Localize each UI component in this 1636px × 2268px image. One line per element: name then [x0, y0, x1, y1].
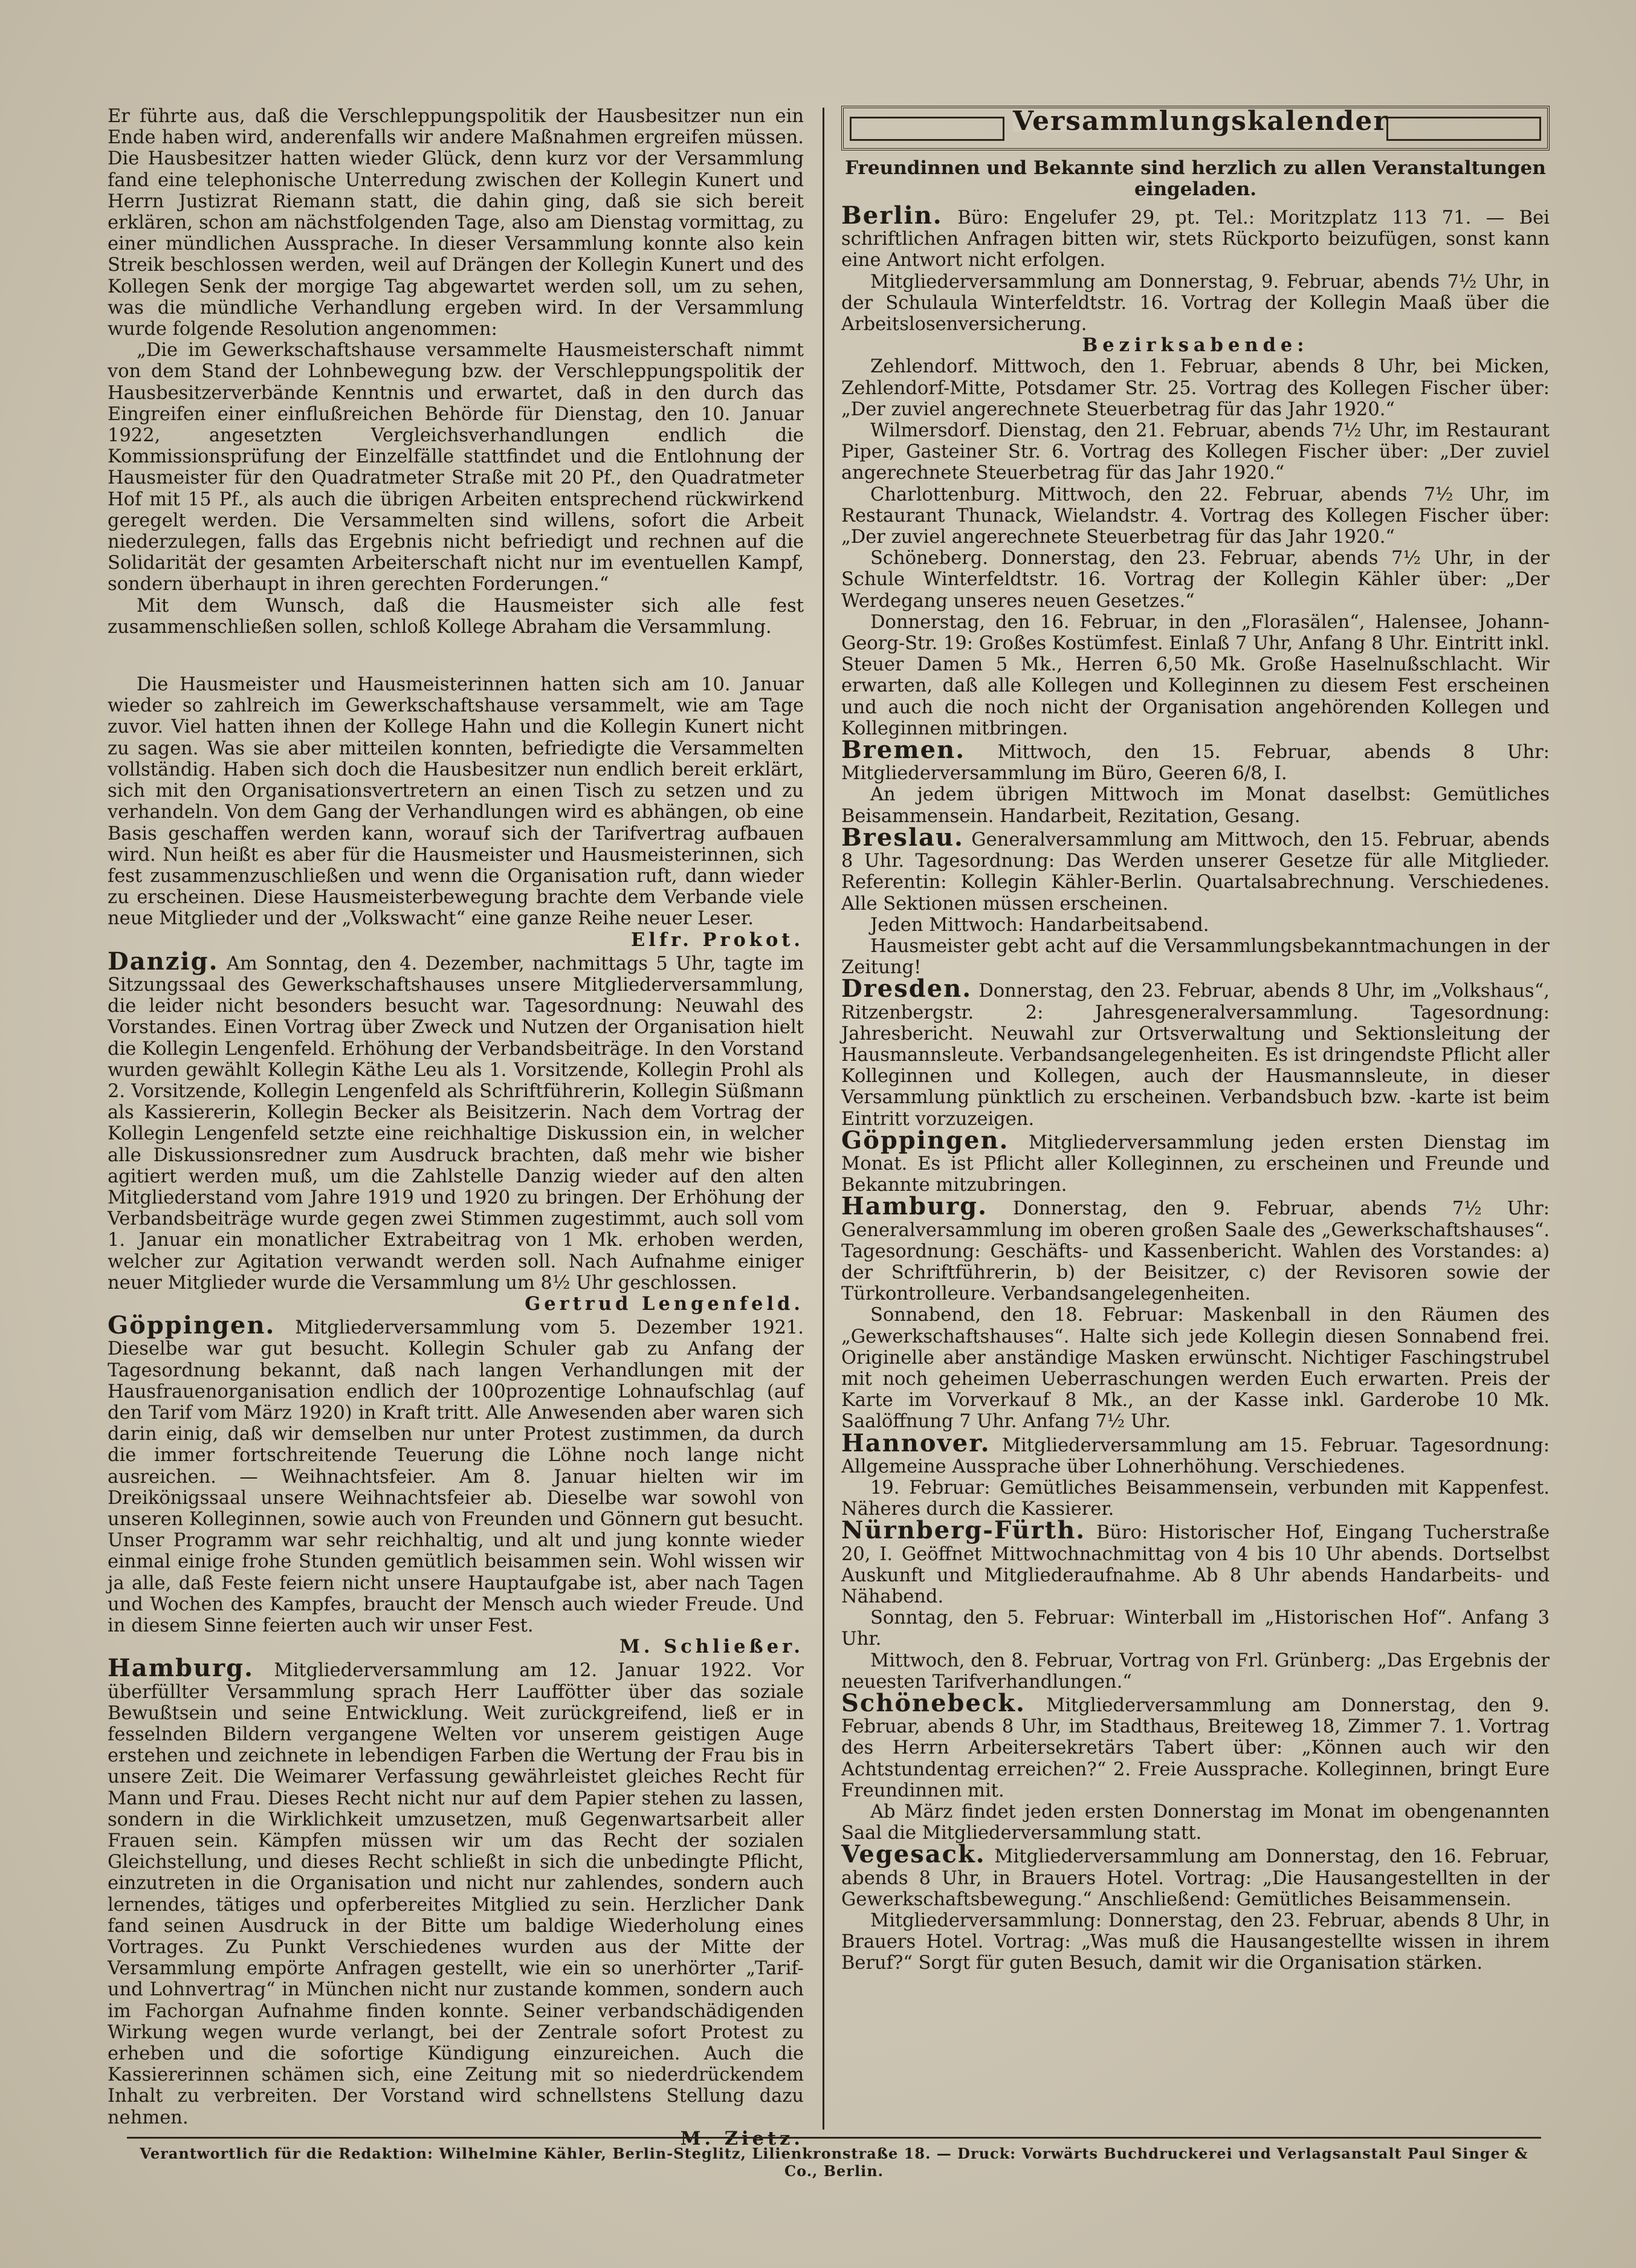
entry-text: 19. Februar: Gemütliches Beisammensein, verbunden mit Kappenfest. Näheres durch die Kassierer.	[841, 1477, 1550, 1520]
article-paragraph: Die Hausmeister und Hausmeisterinnen hatten sich am 10. Januar wieder so zahlreich im Gewerkschaftshause versammelt, wie am Tage zuvor. Viel hatten ihnen der Kollege Hahn und die Kollegin Kunert nicht zu sagen. Was sie aber mitteilen konnten, befriedigte die Versammelten vollständig. Haben sich doch die Hausbesitzer nun endlich bereit erklärt, sich mit den Organisationsvertretern an einen Tisch zu setzen und zu verhandeln. Von dem Gang der Verhandlungen wird es abhängen, ob eine Basis geschaffen werden kann, worauf sich der Tarifvertrag aufbauen wird. Nun heißt es aber für die Hausmeister und Hausmeisterinnen, sich fest zusammenzuschließen und wenn die Organisation ruft, dann wieder zu erscheinen. Diese Hausmeisterbewegung brachte dem Verbande viele neue Mitglieder und der „Volkswacht“ eine ganze Reihe neuer Leser.	[108, 674, 804, 930]
entry-text: Mitgliederversammlung: Donnerstag, den 23. Februar, abends 8 Uhr, in Brauers Hotel. Vortrag: „Was muß die Hausangestellte wissen in ihrem Beruf?“ Sorgt für guten Besuch, damit wir die Organisation stärken.	[841, 1910, 1550, 1974]
signature: M. Schließer.	[619, 1636, 804, 1658]
town-heading: Bremen.	[841, 736, 966, 765]
article-paragraph: Er führte aus, daß die Verschleppungspolitik der Hausbesitzer nun ein Ende haben wird, anderenfalls wir andere Maßnahmen ergreifen müssen. Die Hausbesitzer hatten wieder Glück, denn kurz vor der Versammlung fand eine telephonische Unterredung zwischen der Kollegin Kunert und Herrn Justizrat Riemann statt, die dahin ging, daß sie sich bereit erklären, schon am nächstfolgenden Tage, also am Dienstag vormittag, zu einer mündlichen Aussprache. In dieser Versammlung konnte also kein Streik beschlossen werden, weil auf Drängen der Kollegin Kunert und des Kollegen Senk der morgige Tag abgewartet werden soll, um zu sehen, was die mündliche Verhandlung ergeben wird. In der Versammlung wurde folgende Resolution angenommen:	[108, 106, 804, 340]
section-gap	[108, 638, 804, 674]
signature: Gertrud Lengenfeld.	[525, 1292, 804, 1315]
header-ornament-right	[1386, 117, 1541, 141]
entry-text: Generalversammlung am Mittwoch, den 15. Februar, abends 8 Uhr. Tagesordnung: Das Werden unserer Gesetze für alle Mitglieder. Referentin: Kollegin Kähler-Berlin. Quartalsabrechnung. Verschiedenes. Alle Sektionen müssen erscheinen.	[841, 829, 1550, 915]
entry-vegesack	[841, 1840, 1550, 1910]
entry-text: Donnerstag, den 16. Februar, in den „Florasälen“, Halensee, Johann-Georg-Str. 19: Großes Kostümfest. Einlaß 7 Uhr, Anfang 8 Uhr. Eintritt inkl. Steuer Damen 5 Mk., Herren 6,50 Mk. Große Haselnußschlacht. Wir erwarten, daß alle Kollegen und Kolleginnen zu diesem Fest erscheinen und auch die noch nicht der Organisation angehörenden Kollegen und Kolleginnen mitbringen.	[841, 611, 1550, 739]
report-text: Mitgliederversammlung vom 5. Dezember 1921. Dieselbe war gut besucht. Kollegin Schuler gab zu Anfang der Tagesordnung bekannt, daß nach langen Verhandlungen mit der Hausfrauenorganisation endlich der 100prozentige Lohnaufschlag (auf den Tarif vom März 1920) in Kraft tritt. Alle Anwesenden aber waren sich darin einig, daß wir demselben nur unter Protest zustimmen, da durch die immer fortschreitende Teuerung die Löhne noch lange nicht ausreichen. — Weihnachtsfeier. Am 8. Januar hielten wir im Dreikönigssaal unsere Weihnachtsfeier ab. Dieselbe war sowohl von unseren Kolleginnen, sowie auch von Freunden und Gönnern gut besucht. Unser Programm war sehr reichhaltig, und alt und jung konnte wieder einmal einige frohe Stunden gemütlich beisammen sein. Wohl wissen wir ja alle, daß Feste feiern nicht unsere Hauptaufgabe ist, aber nach Tagen und Wochen des Kampfes, braucht der Mensch auch wieder Freude. Und in diesem Sinne feierten auch wir unser Fest.	[108, 1317, 804, 1637]
entry-text: Mittwoch, den 15. Februar, abends 8 Uhr: Mitgliederversammlung im Büro, Geeren 6/8, I.	[841, 742, 1550, 785]
entry-bremen	[841, 736, 1550, 785]
town-heading: Vegesack.	[841, 1840, 986, 1869]
calendar-header-box	[841, 106, 1550, 151]
entry-text: Mitgliederversammlung am Donnerstag, den 9. Februar, abends 8 Uhr, im Stadthaus, Breiteweg 18, Zimmer 7. 1. Vortrag des Herrn Arbeitersekretärs Tabert über: „Können auch wir den Achtstundentag erreichen?“ 2. Freie Aussprache. Kolleginnen, bringt Eure Freundinnen mit.	[841, 1695, 1550, 1801]
entry-text: Mitgliederversammlung am Donnerstag, den 16. Februar, abends 8 Uhr, in Brauers Hotel. Vortrag: „Die Hausangestellten in der Gewerkschaftsbewegung.“ Anschließend: Gemütliches Beisammensein.	[841, 1846, 1550, 1910]
entry-text: Mittwoch, den 8. Februar, Vortrag von Frl. Grünberg: „Das Ergebnis der neuesten Tarifverhandlungen.“	[841, 1650, 1550, 1693]
header-ornament-left	[850, 117, 1004, 141]
town-heading: Göppingen.	[108, 1311, 276, 1340]
entry-berlin	[841, 201, 1550, 271]
town-heading: Nürnberg-Fürth.	[841, 1516, 1086, 1545]
entry-text: Charlottenburg. Mittwoch, den 22. Februar, abends 7½ Uhr, im Restaurant Thunack, Wielandstr. 4. Vortrag des Kollegen Fischer über: „Der zuviel angerechnete Steuerbetrag für das Jahr 1920.“	[841, 484, 1550, 548]
town-heading: Hannover.	[841, 1428, 991, 1457]
town-heading: Hamburg.	[108, 1654, 254, 1683]
entry-text: Mitgliederversammlung am Donnerstag, 9. Februar, abends 7½ Uhr, in der Schulaula Winterfeldtstr. 16. Vortrag der Kollegin Maaß über die Arbeitslosenversicherung.	[841, 271, 1550, 335]
entry-text: Büro: Engelufer 29, pt. Tel.: Moritzplatz 113 71. — Bei schriftlichen Anfragen bitten wir, stets Rückporto beizufügen, sonst kann eine Antwort nicht erfolgen.	[841, 207, 1550, 271]
column-divider	[823, 108, 824, 2130]
report-text: Am Sonntag, den 4. Dezember, nachmittags 5 Uhr, tagte im Sitzungssaal des Gewerkschaftshauses unsere Mitgliederversammlung, die leider nicht besonders besucht war. Tagesordnung: Neuwahl des Vorstandes. Einen Vortrag über Zweck und Nutzen der Organisation hielt die Kollegin Lengenfeld. Erhöhung der Verbandsbeiträge. In den Vorstand wurden gewählt Kollegin Käthe Leu als 1. Vorsitzende, Kollegin Prohl als 2. Vorsitzende, Kollegin Lengenfeld als Schriftführerin, Kollegin Süßmann als Kassiererin, Kollegin Becker als Beisitzerin. Nach dem Vortrag der Kollegin Lengenfeld setzte eine reichhaltige Diskussion ein, in welcher alle Diskussionsredner zum Ausdruck brachten, daß mehr wie bisher agitiert werden muß, um die Zahlstelle Danzig wieder auf den alten Mitgliederstand vom Jahre 1919 und 1920 zu bringen. Der Erhöhung der Verbandsbeiträge wurde gegen zwei Stimmen zugestimmt, auch soll vom 1. Januar ein monatlicher Extrabeitrag von 1 Mk. erhoben werden, welcher zur Agitation verwandt werden soll. Nach Aufnahme einiger neuer Mitglieder wurde die Versammlung um 8½ Uhr geschlossen.	[108, 953, 804, 1294]
entry-text: Mitgliederversammlung am 15. Februar. Tagesordnung: Allgemeine Aussprache über Lohnerhöhung. Verschiedenes.	[841, 1434, 1550, 1477]
entry-dresden	[841, 974, 1550, 1130]
bezirksabende-heading: Bezirksabende:	[1082, 334, 1309, 357]
report-hamburg	[108, 1654, 804, 2128]
town-heading: Schönebeck.	[841, 1689, 1026, 1718]
signature: M. Zietz.	[680, 2127, 804, 2150]
entry-goeppingen	[841, 1126, 1550, 1196]
resolution-paragraph: „Die im Gewerkschaftshause versammelte Hausmeisterschaft nimmt von dem Stand der Lohnbewegung bzw. der Verschleppungspolitik der Hausbesitzerverbände Kenntnis und erwartet, daß in den durch das Eingreifen einer einflußreichen Behörde für Dienstag, den 10. Januar 1922, angesetzten Vergleichsverhandlungen endlich die Kommissionsprüfung der Einzelfälle stattfindet und die Entlohnung der Hausmeister für den Quadratmeter Straße mit 20 Pf., den Quadratmeter Hof mit 15 Pf., als auch die übrigen Arbeiten entsprechend rückwirkend geregelt werden. Die Versammelten sind willens, sofort die Arbeit niederzulegen, falls das Ergebnis nicht befriedigt und rechnen auf die Solidarität der gesamten Arbeiterschaft nicht nur im eventuellen Kampf, sondern überhaupt in ihren gerechten Forderungen.“	[108, 340, 804, 595]
calendar-subtitle: Freundinnen und Bekannte sind herzlich zu allen Veranstaltungen eingeladen.	[845, 157, 1546, 200]
town-heading: Hamburg.	[841, 1192, 988, 1221]
town-heading: Berlin.	[841, 201, 943, 230]
entry-text: Hausmeister gebt acht auf die Versammlungsbekanntmachungen in der Zeitung!	[841, 935, 1550, 979]
calendar-title: Versammlungskalender	[1013, 106, 1389, 137]
entry-text: Ab März findet jeden ersten Donnerstag im Monat im obengenannten Saal die Mitgliederversammlung statt.	[841, 1801, 1550, 1844]
entry-text: Zehlendorf. Mittwoch, den 1. Februar, abends 8 Uhr, bei Micken, Zehlendorf-Mitte, Potsdamer Str. 25. Vortrag des Kollegen Fischer über: „Der zuviel angerechnete Steuerbetrag für das Jahr 1920.“	[841, 356, 1550, 420]
entry-text: Schöneberg. Donnerstag, den 23. Februar, abends 7½ Uhr, in der Schule Winterfeldtstr. 16. Vortrag der Kollegin Kähler über: „Der Werdegang unseres neuen Gesetzes.“	[841, 548, 1550, 612]
report-goeppingen	[108, 1311, 804, 1637]
article-paragraph: Mit dem Wunsch, daß die Hausmeister sich alle fest zusammenschließen sollen, schloß Kollege Abraham die Versammlung.	[108, 595, 804, 638]
town-heading: Dresden.	[841, 974, 972, 1003]
entry-text: An jedem übrigen Mittwoch im Monat daselbst: Gemütliches Beisammensein. Handarbeit, Rezitation, Gesang.	[841, 784, 1550, 827]
town-heading: Göppingen.	[841, 1126, 1009, 1155]
signature: Elfr. Prokot.	[631, 928, 804, 951]
town-heading: Breslau.	[841, 823, 964, 852]
report-danzig	[108, 947, 804, 1294]
entry-text: Jeden Mittwoch: Handarbeitsabend.	[870, 914, 1209, 936]
entry-text: Sonntag, den 5. Februar: Winterball im „Historischen Hof“. Anfang 3 Uhr.	[841, 1607, 1550, 1650]
entry-hamburg	[841, 1192, 1550, 1305]
town-heading: Danzig.	[108, 947, 219, 976]
left-column	[108, 106, 804, 2150]
entry-text: Donnerstag, den 23. Februar, abends 8 Uhr, im „Volkshaus“, Ritzenbergstr. 2: Jahresgeneralversammlung. Tagesordnung: Jahresbericht. Neuwahl zur Ortsverwaltung und Sektionsleitung der Hausmannsleute. Verbandsangelegenheiten. Es ist dringendste Pflicht aller Kolleginnen und Kollegen, auch der Hausmannsleute, in dieser Versammlung pünktlich zu erscheinen. Verbandsbuch bzw. -karte ist beim Eintritt vorzuzeigen.	[841, 980, 1550, 1130]
entry-schoenebeck	[841, 1689, 1550, 1801]
entry-breslau	[841, 823, 1550, 915]
entry-text: Donnerstag, den 9. Februar, abends 7½ Uhr: Generalversammlung im oberen großen Saale des „Gewerkschaftshauses“. Tagesordnung: Geschäfts- und Kassenbericht. Wahlen des Vorstandes: a) der Schriftführerin, b) der Beisitzer, c) der Revisoren sowie der Türkontrolleure. Verbandsangelegenheiten.	[841, 1198, 1550, 1305]
entry-text: Wilmersdorf. Dienstag, den 21. Februar, abends 7½ Uhr, im Restaurant Piper, Gasteiner Str. 6. Vortrag des Kollegen Fischer über: „Der zuviel angerechnete Steuerbetrag für das Jahr 1920.“	[841, 420, 1550, 484]
right-column	[841, 106, 1550, 1974]
imprint-footer: Verantwortlich für die Redaktion: Wilhelmine Kähler, Berlin-Steglitz, Lilienkronstraße 18. — Druck: Vorwärts Buchdruckerei und Verlagsanstalt Paul Singer & Co., Berlin.	[127, 2137, 1541, 2180]
entry-text: Sonnabend, den 18. Februar: Maskenball in den Räumen des „Gewerkschaftshauses“. Halte sich jede Kollegin diesen Sonnabend frei. Originelle aber anständige Masken erwünscht. Nichtiger Faschingstrubel mit noch geheimen Ueberraschungen werden Euch erwarten. Preis der Karte im Vorverkauf 8 Mk., an der Kasse inkl. Garderobe 10 Mk. Saalöffnung 7 Uhr. Anfang 7½ Uhr.	[841, 1304, 1550, 1433]
entry-text: Büro: Historischer Hof, Eingang Tucherstraße 20, I. Geöffnet Mittwochnachmittag von 4 bis 10 Uhr abends. Dortselbst Auskunft und Mitgliederaufnahme. Ab 8 Uhr abends Handarbeits- und Nähabend.	[841, 1522, 1550, 1607]
entry-hannover	[841, 1428, 1550, 1477]
entry-nuernberg	[841, 1516, 1550, 1607]
report-text: Mitgliederversammlung am 12. Januar 1922. Vor überfüllter Versammlung sprach Herr Lauffötter über das soziale Bewußtsein und seine Entwicklung. Weit zurückgreifend, ließ er in fesselnden Bildern vergangene Welten vor unserem geistigen Auge erstehen und zeichnete in lebendigen Farben die Wertung der Frau bis in unsere Zeit. Die Weimarer Verfassung gewährleistet gleiches Recht für Mann und Frau. Dieses Recht nicht nur auf dem Papier stehen zu lassen, sondern in die Wirklichkeit umzusetzen, muß Gegenwartsarbeit aller Frauen sein. Kämpfen müssen wir um das Recht der sozialen Gleichstellung, und dieses Recht schließt in sich die unbedingte Pflicht, einzutreten in die Organisation und nicht nur zahlendes, sondern auch lernendes, tätiges und opferbereites Mitglied zu sein. Herzlicher Dank fand seinen Ausdruck in der Bitte um baldige Wiederholung eines Vortrages. Zu Punkt Verschiedenes wurden aus der Mitte der Versammlung empörte Anfragen gestellt, wie ein so unerhörter „Tarif- und Lohnvertrag“ in München nicht nur zustande kommen, sondern auch im Fachorgan Aufnahme finden konnte. Seiner verbandschädigenden Wirkung wegen wurde verlangt, bei der Zentrale sofort Protest zu erheben und die sofortige Kündigung einzureichen. Auch die Kassiererinnen schämen sich, eine Zeitung mit so niederdrückendem Inhalt zu verbreiten. Der Vorstand wird schnellstens Stellung dazu nehmen.	[108, 1660, 804, 2128]
entry-text: Mitgliederversammlung jeden ersten Dienstag im Monat. Es ist Pflicht aller Kolleginnen, zu erscheinen und Freunde und Bekannte mitzubringen.	[841, 1132, 1550, 1196]
